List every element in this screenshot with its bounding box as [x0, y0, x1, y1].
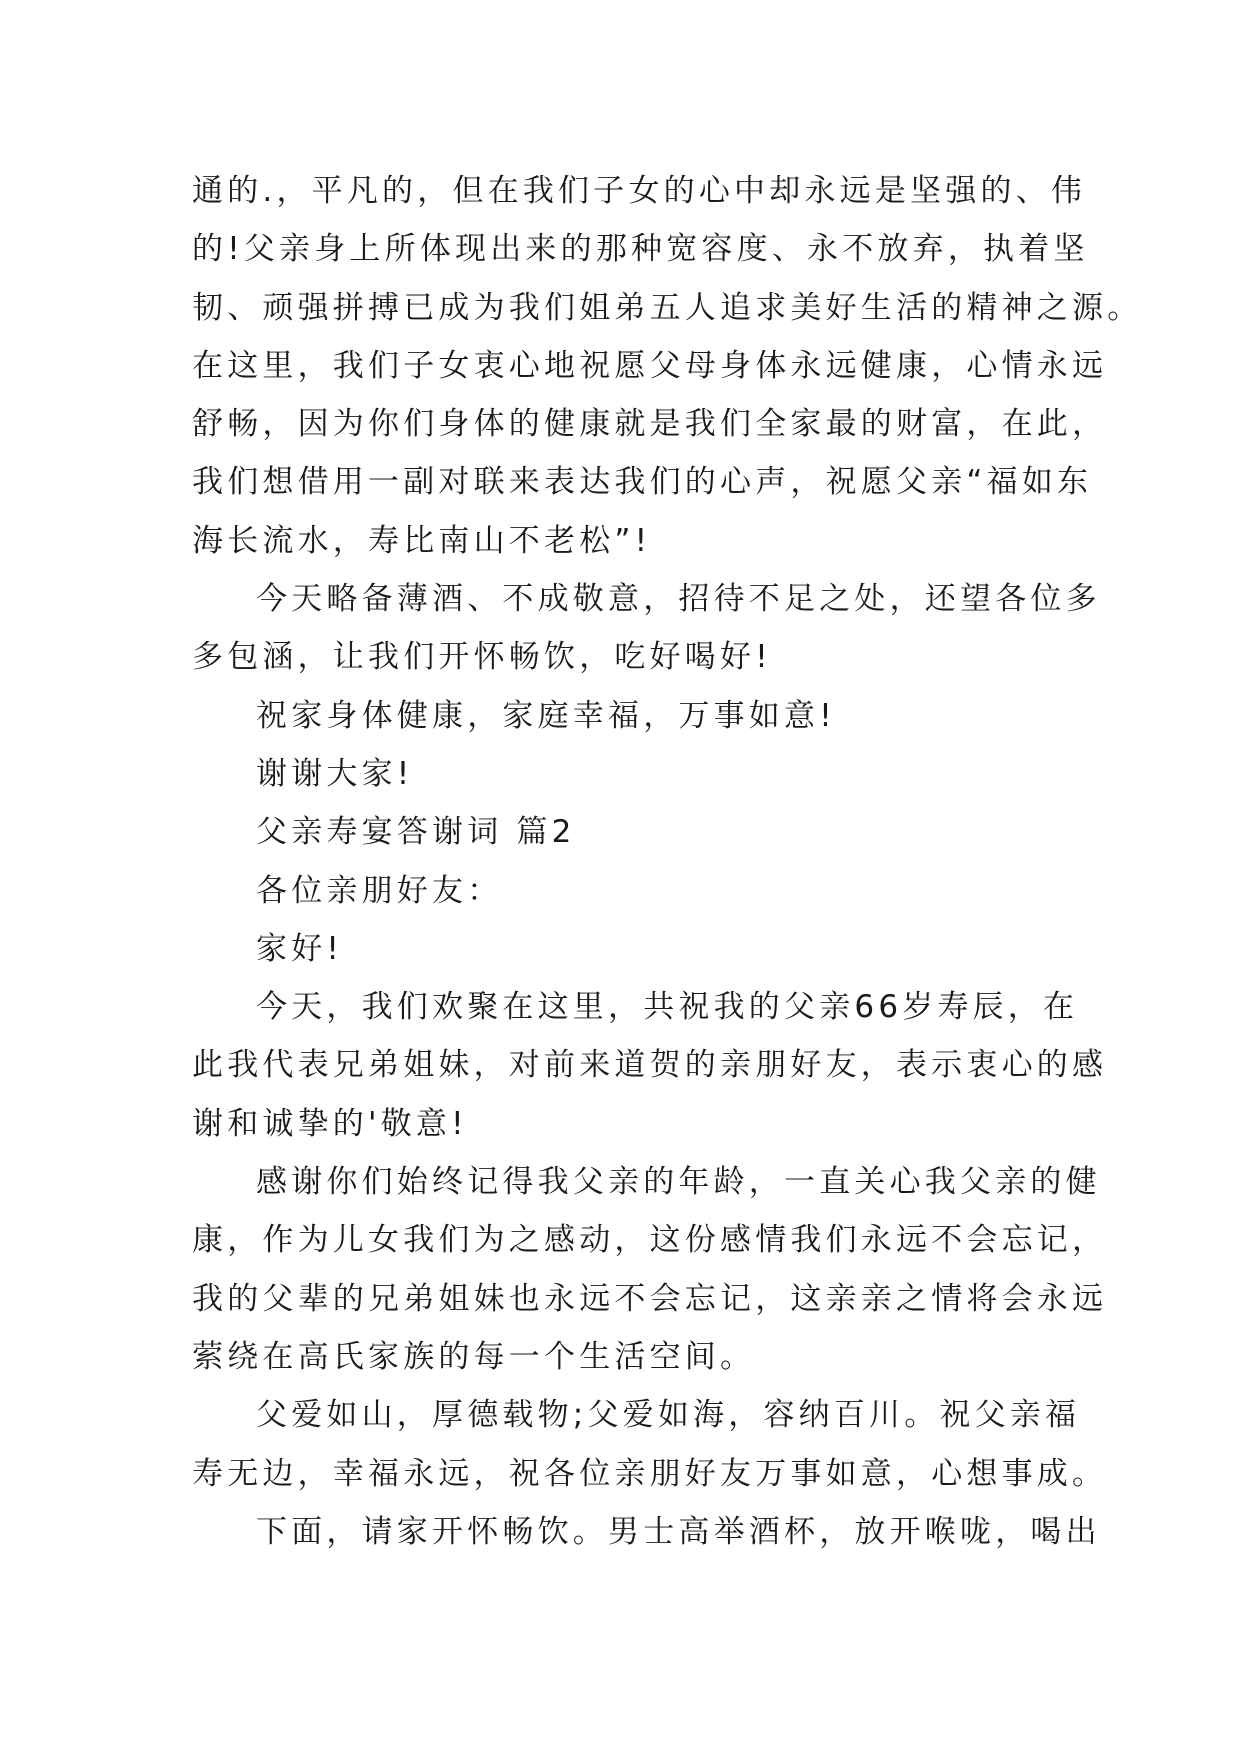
text-line: 今天，我们欢聚在这里，共祝我的父亲66岁寿辰，在: [256, 989, 1079, 1026]
paragraph-11: [192, 1503, 1101, 1561]
paragraph-2: [192, 570, 1101, 687]
text-line: 海长流水，寿比南山不老松”!: [192, 522, 652, 559]
paragraph-10: [192, 1386, 1108, 1503]
paragraph-1: [192, 162, 1143, 570]
text-line: 康，作为儿女我们为之感动，这份感情我们永远不会忘记，: [192, 1222, 1108, 1259]
text-line: 我的父辈的兄弟姐妹也永远不会忘记，这亲亲之情将会永远: [192, 1280, 1108, 1317]
text-line: 谢和诚挚的'敬意!: [192, 1105, 468, 1142]
text-line: 感谢你们始终记得我父亲的年龄，一直关心我父亲的健: [256, 1164, 1101, 1201]
paragraph-3: [192, 687, 1092, 745]
text-line: 下面，请家开怀畅饮。男士高举酒杯，放开喉咙，喝出: [256, 1513, 1101, 1550]
text-line: 的!父亲身上所体现出来的那种宽容度、永不放弃，执着坚: [192, 231, 1089, 268]
text-line: 通的.，平凡的，但在我们子女的心中却永远是坚强的、伟: [192, 173, 1087, 209]
salutation: [192, 862, 1092, 920]
text-line: 祝家身体健康，家庭幸福，万事如意!: [256, 697, 836, 734]
text-line: 在这里，我们子女衷心地祝愿父母身体永远健康，心情永远: [192, 347, 1108, 384]
text-line: 谢谢大家!: [256, 755, 414, 792]
text-line: 多包涵，让我们开怀畅饮，吃好喝好!: [192, 639, 772, 676]
text-line: 家好!: [256, 930, 344, 967]
paragraph-4: [192, 745, 1092, 803]
text-line: 萦绕在高氏家族的每一个生活空间。: [192, 1338, 756, 1375]
paragraph-8: [192, 978, 1108, 1153]
section-heading: [192, 803, 1092, 861]
text-line: 寿无边，幸福永远，祝各位亲朋好友万事如意，心想事成。: [192, 1455, 1108, 1492]
text-line: 韧、顽强拼搏已成为我们姐弟五人追求美好生活的精神之源。: [192, 289, 1143, 326]
document-body: [192, 162, 1143, 1561]
greeting: [192, 920, 1092, 978]
section-title: 父亲寿宴答谢词 篇2: [256, 814, 576, 851]
text-line: 我们想借用一副对联来表达我们的心声，祝愿父亲“福如东: [192, 464, 1093, 501]
text-line: 今天略备薄酒、不成敬意，招待不足之处，还望各位多: [256, 581, 1101, 618]
text-line: 父爱如山，厚德载物;父爱如海，容纳百川。祝父亲福: [256, 1397, 1081, 1434]
paragraph-9: [192, 1153, 1108, 1386]
text-line: 各位亲朋好友：: [256, 872, 503, 909]
text-line: 舒畅，因为你们身体的健康就是我们全家最的财富，在此，: [192, 406, 1108, 443]
text-line: 此我代表兄弟姐妹，对前来道贺的亲朋好友，表示衷心的感: [192, 1047, 1108, 1084]
